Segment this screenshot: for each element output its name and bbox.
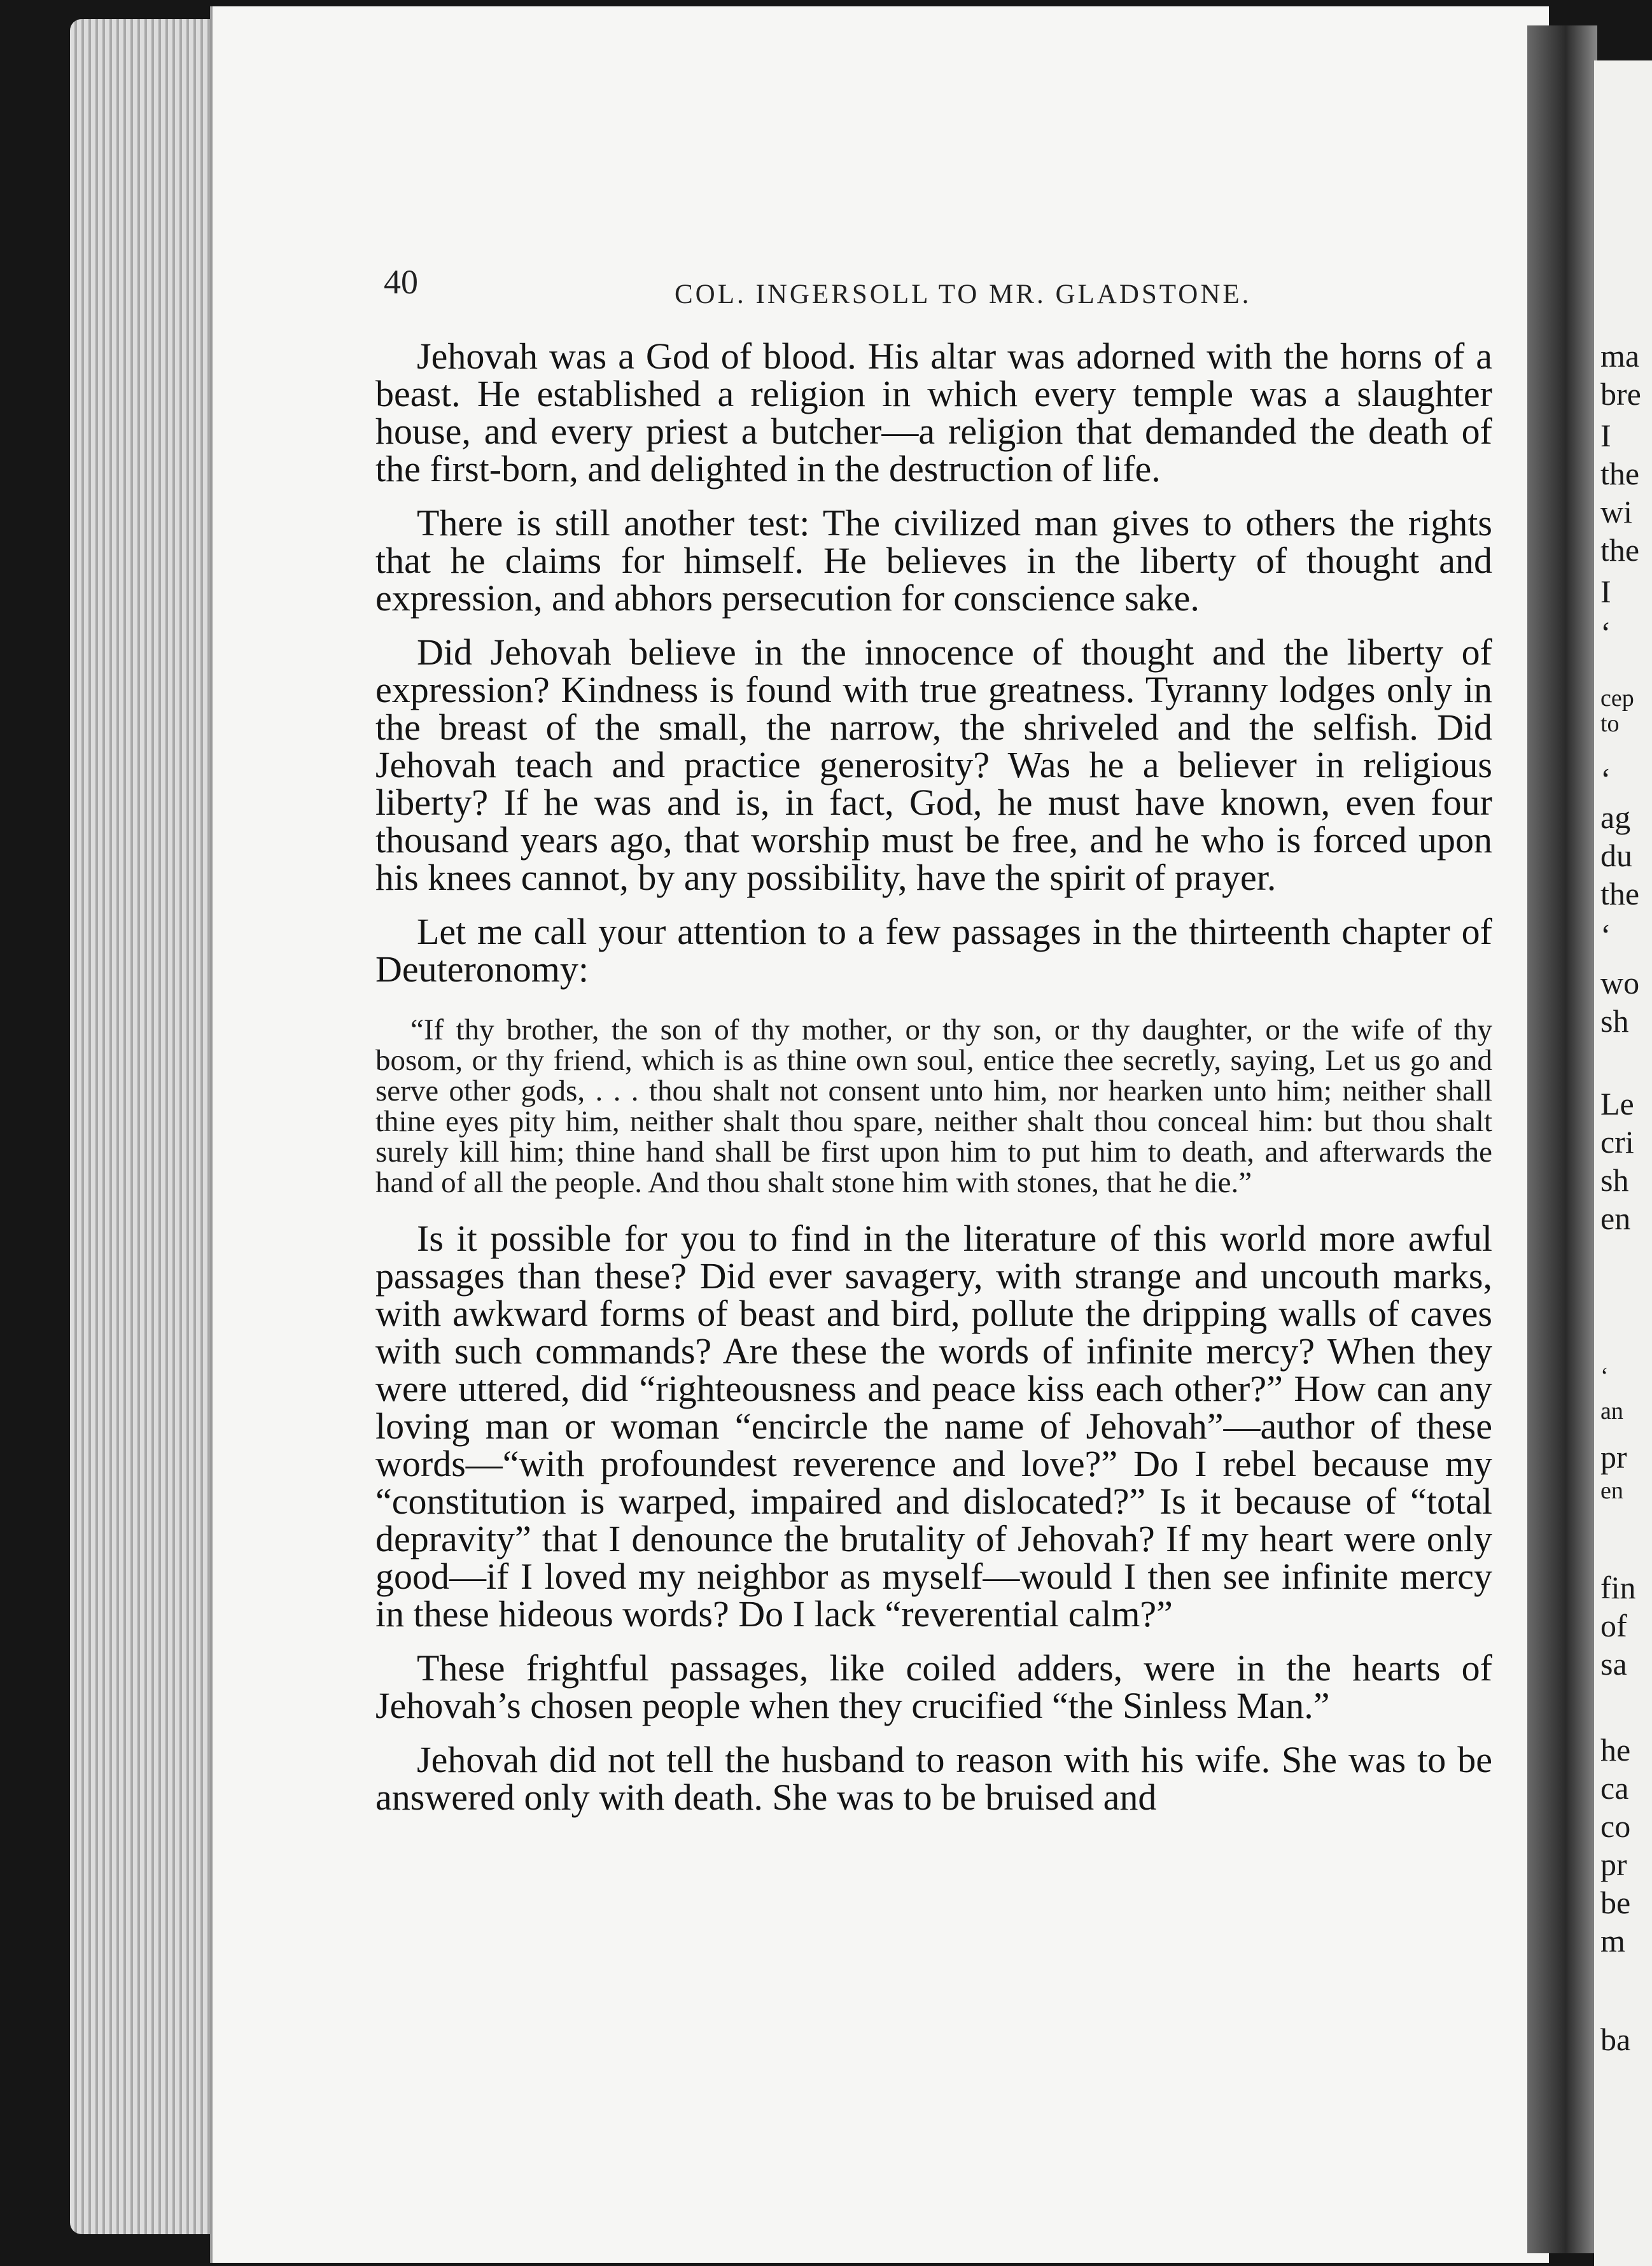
facing-fragment: sh: [1600, 1162, 1629, 1198]
book-page-edges: [70, 19, 223, 2234]
paragraph-2: There is still another test: The civilized man gives to others the rights that he claims for himself. He believes in the liberty of thought and expression, and abhors persecution for conscience sake.: [375, 502, 1492, 619]
facing-fragment: ‘: [1600, 615, 1611, 651]
facing-fragment: wo: [1600, 965, 1640, 1001]
facing-fragment: I: [1600, 574, 1611, 609]
facing-fragment: Le: [1600, 1086, 1634, 1122]
facing-fragment: sh: [1600, 1003, 1629, 1039]
facing-fragment: pr: [1600, 1439, 1627, 1475]
facing-fragment: m: [1600, 1923, 1625, 1959]
facing-fragment: ca: [1600, 1770, 1629, 1806]
facing-fragment: he: [1600, 1732, 1631, 1768]
facing-fragment: an: [1600, 1398, 1623, 1425]
facing-fragment: cep: [1600, 685, 1634, 712]
facing-fragment: be: [1600, 1885, 1631, 1920]
facing-fragment: I: [1600, 418, 1611, 453]
paragraph-1: Jehovah was a God of blood. His altar was adorned with the horns of a beast. He established a religion in which every temple was a slaughter house, and every priest a butcher—a religion that demanded the death of the first-born, and delighted in the destruction of life.: [375, 335, 1492, 489]
facing-fragment: ‘: [1600, 1363, 1609, 1390]
facing-fragment: cri: [1600, 1124, 1634, 1160]
book-gutter: [1527, 25, 1597, 2253]
running-title: COL. INGERSOLL TO MR. GLADSTONE.: [675, 279, 1252, 309]
facing-fragment: ‘: [1600, 917, 1611, 953]
paragraph-4: Let me call your attention to a few passages in the thirteenth chapter of Deuteronomy:: [375, 911, 1492, 990]
facing-fragment: en: [1600, 1477, 1623, 1504]
facing-fragment: en: [1600, 1200, 1631, 1236]
paragraph-3: Did Jehovah believe in the innocence of thought and the liberty of expression? Kindness is found with true greatness. Tyranny lodges only in the breast of the small, the narrow, the shriveled and the selfish. Did Jehovah teach and practice generosity? Was he a believer in religious liberty? If he was and is, in fact, God, he must have known, even four thousand years ago, that worship must be free, and he who is forced upon his knees cannot, by any possibility, have the spirit of prayer.: [375, 631, 1492, 898]
facing-fragment: ‘: [1600, 761, 1611, 797]
facing-fragment: the: [1600, 876, 1640, 911]
facing-fragment: ag: [1600, 799, 1631, 835]
block-quotation: “If thy brother, the son of thy mother, or thy son, or thy daughter, or the wife of thy bosom, or thy friend, which is as thine own soul, entice thee secretly, saying, Let us go and serve other gods, . . . thou shalt not consent unto him, nor hearken unto him; neither shall thine eyes pity him, neither shalt thou spare, neither shalt thou conceal him: but thou shalt surely kill him; thine hand shall be first upon him to put him to death, and afterwards the hand of all the people. And thou shalt stone him with stones, that he die.”: [375, 1013, 1492, 1199]
facing-page-edge: [1594, 60, 1652, 2266]
facing-fragment: pr: [1600, 1847, 1627, 1882]
facing-fragment: bre: [1600, 376, 1641, 412]
paragraph-5: Is it possible for you to find in the literature of this world more awful passages than these? Did ever savagery, with strange and uncouth marks, with awkward forms of beast and bird, pollute the dripping walls of caves with such commands? Are these the words of infinite mercy? When they were uttered, did “righteousness and peace kiss each other?” How can any loving man or woman “encircle the name of Jehovah”—author of these words—“with profoundest reverence and love?” Do I rebel because my “constitution is warped, impaired and dislocated?” Is it because of “total depravity” that I denounce the brutality of Jehovah? If my heart were only good—if I loved my neighbor as myself—would I then see infinite mercy in these hideous words? Do I lack “reverential calm?”: [375, 1218, 1492, 1635]
facing-fragment: the: [1600, 532, 1640, 568]
facing-fragment: ma: [1600, 338, 1640, 374]
facing-fragment: to: [1600, 710, 1620, 737]
facing-fragment: wi: [1600, 494, 1632, 530]
page-body: [375, 337, 1492, 1816]
facing-fragment: sa: [1600, 1646, 1627, 1682]
facing-fragment: ba: [1600, 2022, 1631, 2057]
facing-fragment: the: [1600, 456, 1640, 491]
facing-fragment: co: [1600, 1808, 1631, 1844]
facing-fragment: du: [1600, 838, 1632, 873]
page-number: 40: [384, 263, 418, 301]
facing-fragment: fin: [1600, 1570, 1636, 1605]
paragraph-6: These frightful passages, like coiled adders, were in the hearts of Jehovah’s chosen people when they crucified “the Sinless Man.”: [375, 1647, 1492, 1726]
facing-fragment: of: [1600, 1608, 1627, 1643]
paragraph-7: Jehovah did not tell the husband to reason with his wife. She was to be answered only with death. She was to be bruised and: [375, 1739, 1492, 1818]
